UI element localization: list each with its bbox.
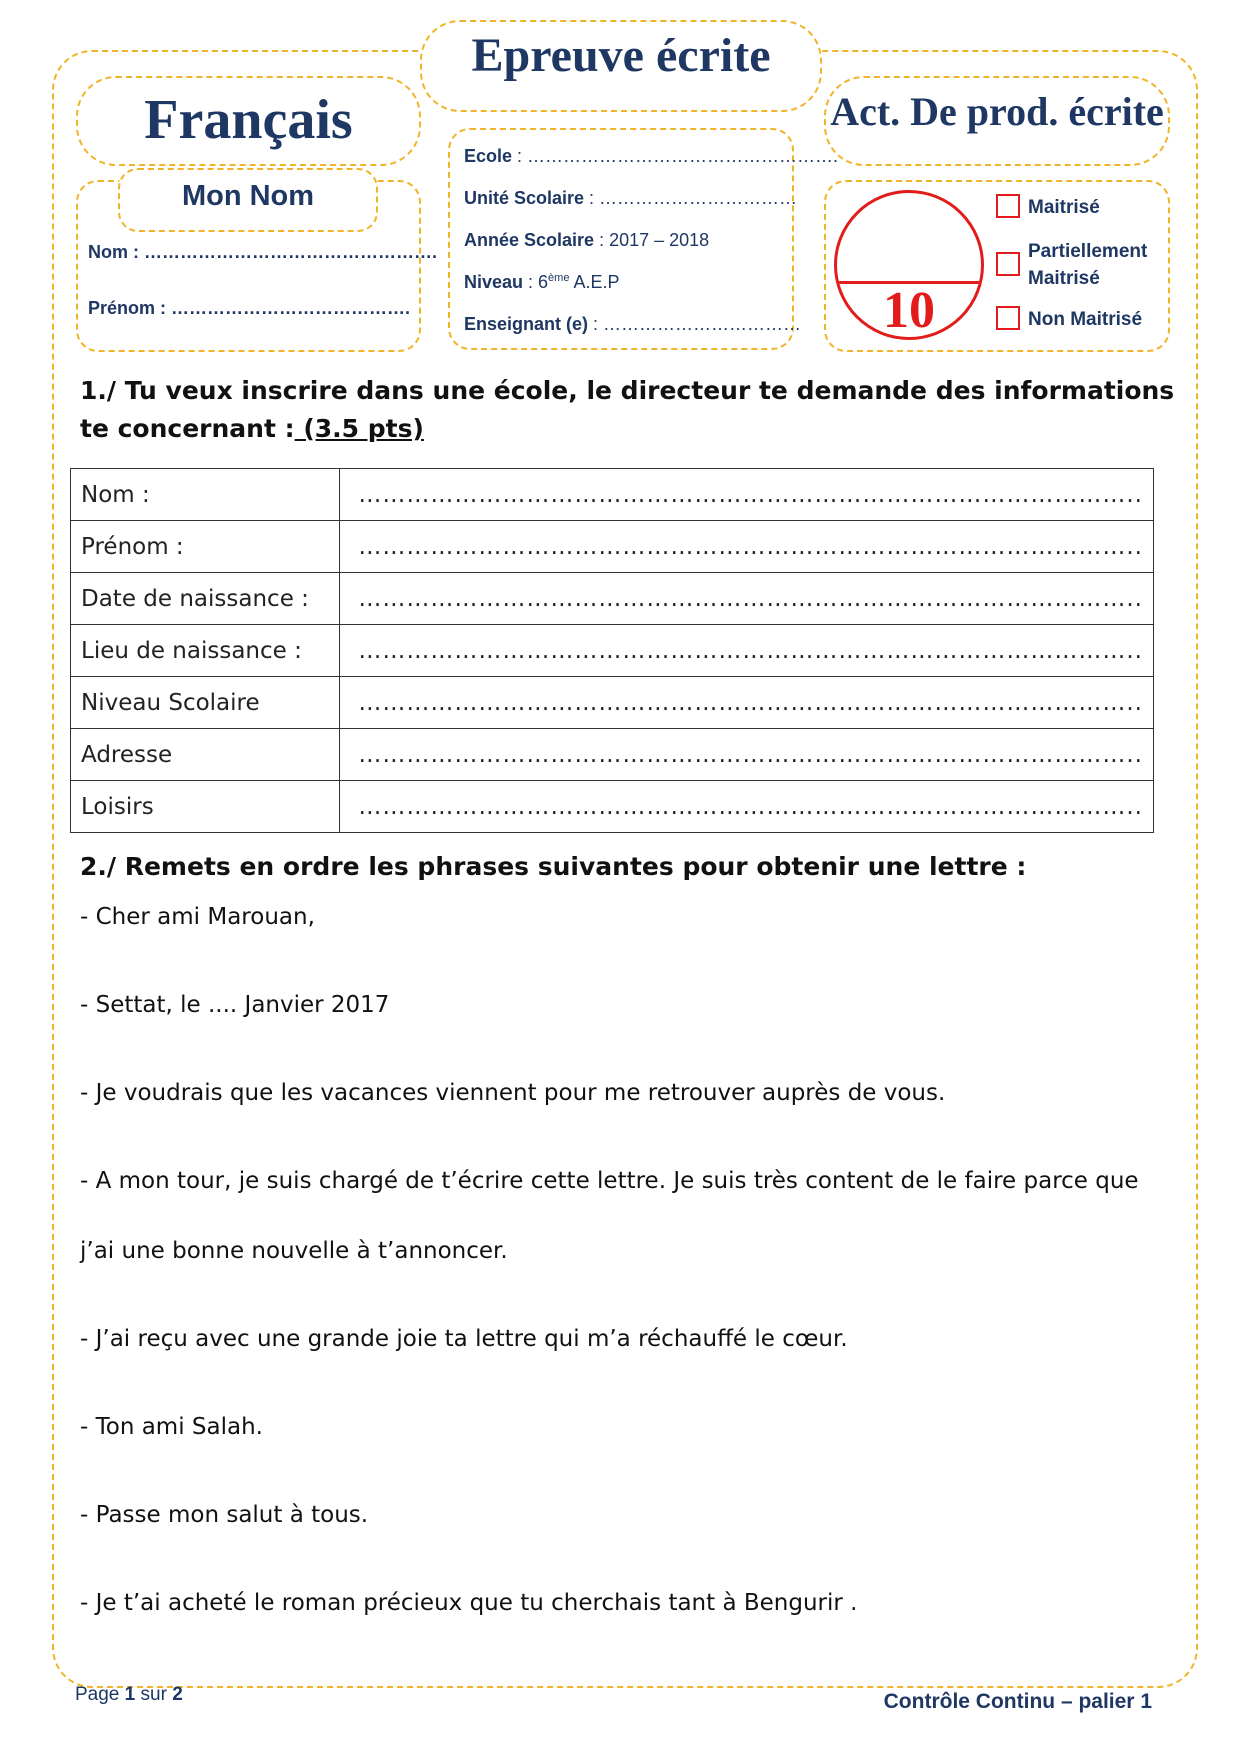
score-box [824, 180, 1170, 352]
checkbox-icon[interactable] [996, 194, 1020, 218]
row-label: Date de naissance : [71, 573, 340, 625]
exam-title: Epreuve écrite [471, 29, 771, 82]
sentence-item: - Je t’ai acheté le roman précieux que tu cherchais tant à Bengurir . [80, 1590, 858, 1616]
answer-field[interactable]: …………………………………………………………………………………….. [340, 729, 1154, 781]
prenom-field: Prénom : …………………………………. [88, 298, 411, 318]
page-number: Page 1 sur 2 [75, 1684, 183, 1705]
sentence-item: j’ai une bonne nouvelle à t’annoncer. [80, 1238, 508, 1264]
title-box [420, 20, 822, 112]
nom-field: Nom : …………………………………………. [88, 242, 437, 262]
info-table [70, 468, 1154, 833]
row-label: Niveau Scolaire [71, 677, 340, 729]
row-label: Prénom : [71, 521, 340, 573]
annee-line: Année Scolaire : 2017 – 2018 [464, 230, 710, 250]
checkbox-icon[interactable] [996, 252, 1020, 276]
sentence-item: - Passe mon salut à tous. [80, 1502, 369, 1528]
footer-note: Contrôle Continu – palier 1 [883, 1690, 1152, 1713]
question-1: 1./ Tu veux inscrire dans une école, le directeur te demande des informations te concernant : (3.5 pts) [80, 376, 1175, 443]
row-label: Loisirs [71, 781, 340, 833]
table-row [71, 469, 1154, 521]
school-info-box [448, 128, 839, 350]
answer-field[interactable]: …………………………………………………………………………………….. [340, 469, 1154, 521]
question-2: 2./ Remets en ordre les phrases suivantes pour obtenir une lettre : [80, 852, 1027, 881]
name-tag [118, 168, 378, 232]
table-row [71, 781, 1154, 833]
score-total: 10 [883, 282, 935, 339]
answer-field[interactable]: …………………………………………………………………………………….. [340, 521, 1154, 573]
level-maitrise[interactable]: Maitrisé [996, 194, 1100, 221]
answer-field[interactable]: …………………………………………………………………………………….. [340, 677, 1154, 729]
level-non-maitrise[interactable]: Non Maitrisé [996, 306, 1142, 333]
row-label: Adresse [71, 729, 340, 781]
niveau-line: Niveau : 6ème A.E.P [464, 272, 620, 292]
subject-title: Français [144, 89, 353, 151]
level-partiellement-maitrise[interactable]: Partiellement Maitrisé [996, 238, 1168, 292]
unite-line: Unité Scolaire : …………………………… [464, 188, 798, 208]
sentence-item: - Je voudrais que les vacances viennent pour me retrouver auprès de vous. [80, 1080, 946, 1106]
table-row [71, 521, 1154, 573]
checkbox-icon[interactable] [996, 306, 1020, 330]
table-row [71, 625, 1154, 677]
table-row [71, 677, 1154, 729]
answer-field[interactable]: …………………………………………………………………………………….. [340, 573, 1154, 625]
table-row [71, 573, 1154, 625]
sentence-item: - Ton ami Salah. [80, 1414, 263, 1440]
sentence-item: - Settat, le .... Janvier 2017 [80, 992, 390, 1018]
enseignant-line: Enseignant (e) : …………………………… [464, 314, 802, 334]
answer-field[interactable]: …………………………………………………………………………………….. [340, 625, 1154, 677]
activity-box [824, 76, 1170, 166]
name-tag-label: Mon Nom [181, 180, 315, 212]
sentence-item: - Cher ami Marouan, [80, 904, 315, 930]
row-label: Nom : [71, 469, 340, 521]
question-1-points: (3.5 pts) [294, 414, 424, 443]
sentence-item: - J’ai reçu avec une grande joie ta lettre qui m’a réchauffé le cœur. [80, 1326, 848, 1352]
table-row [71, 729, 1154, 781]
answer-field[interactable]: …………………………………………………………………………………….. [340, 781, 1154, 833]
activity-title: Act. De prod. écrite [830, 89, 1164, 134]
subject-box [76, 76, 421, 166]
sentence-item: - A mon tour, je suis chargé de t’écrire cette lettre. Je suis très content de le faire parce que [80, 1168, 1139, 1194]
row-label: Lieu de naissance : [71, 625, 340, 677]
score-circle [834, 190, 984, 340]
ecole-line: Ecole : ……………………………………………. [464, 146, 839, 166]
